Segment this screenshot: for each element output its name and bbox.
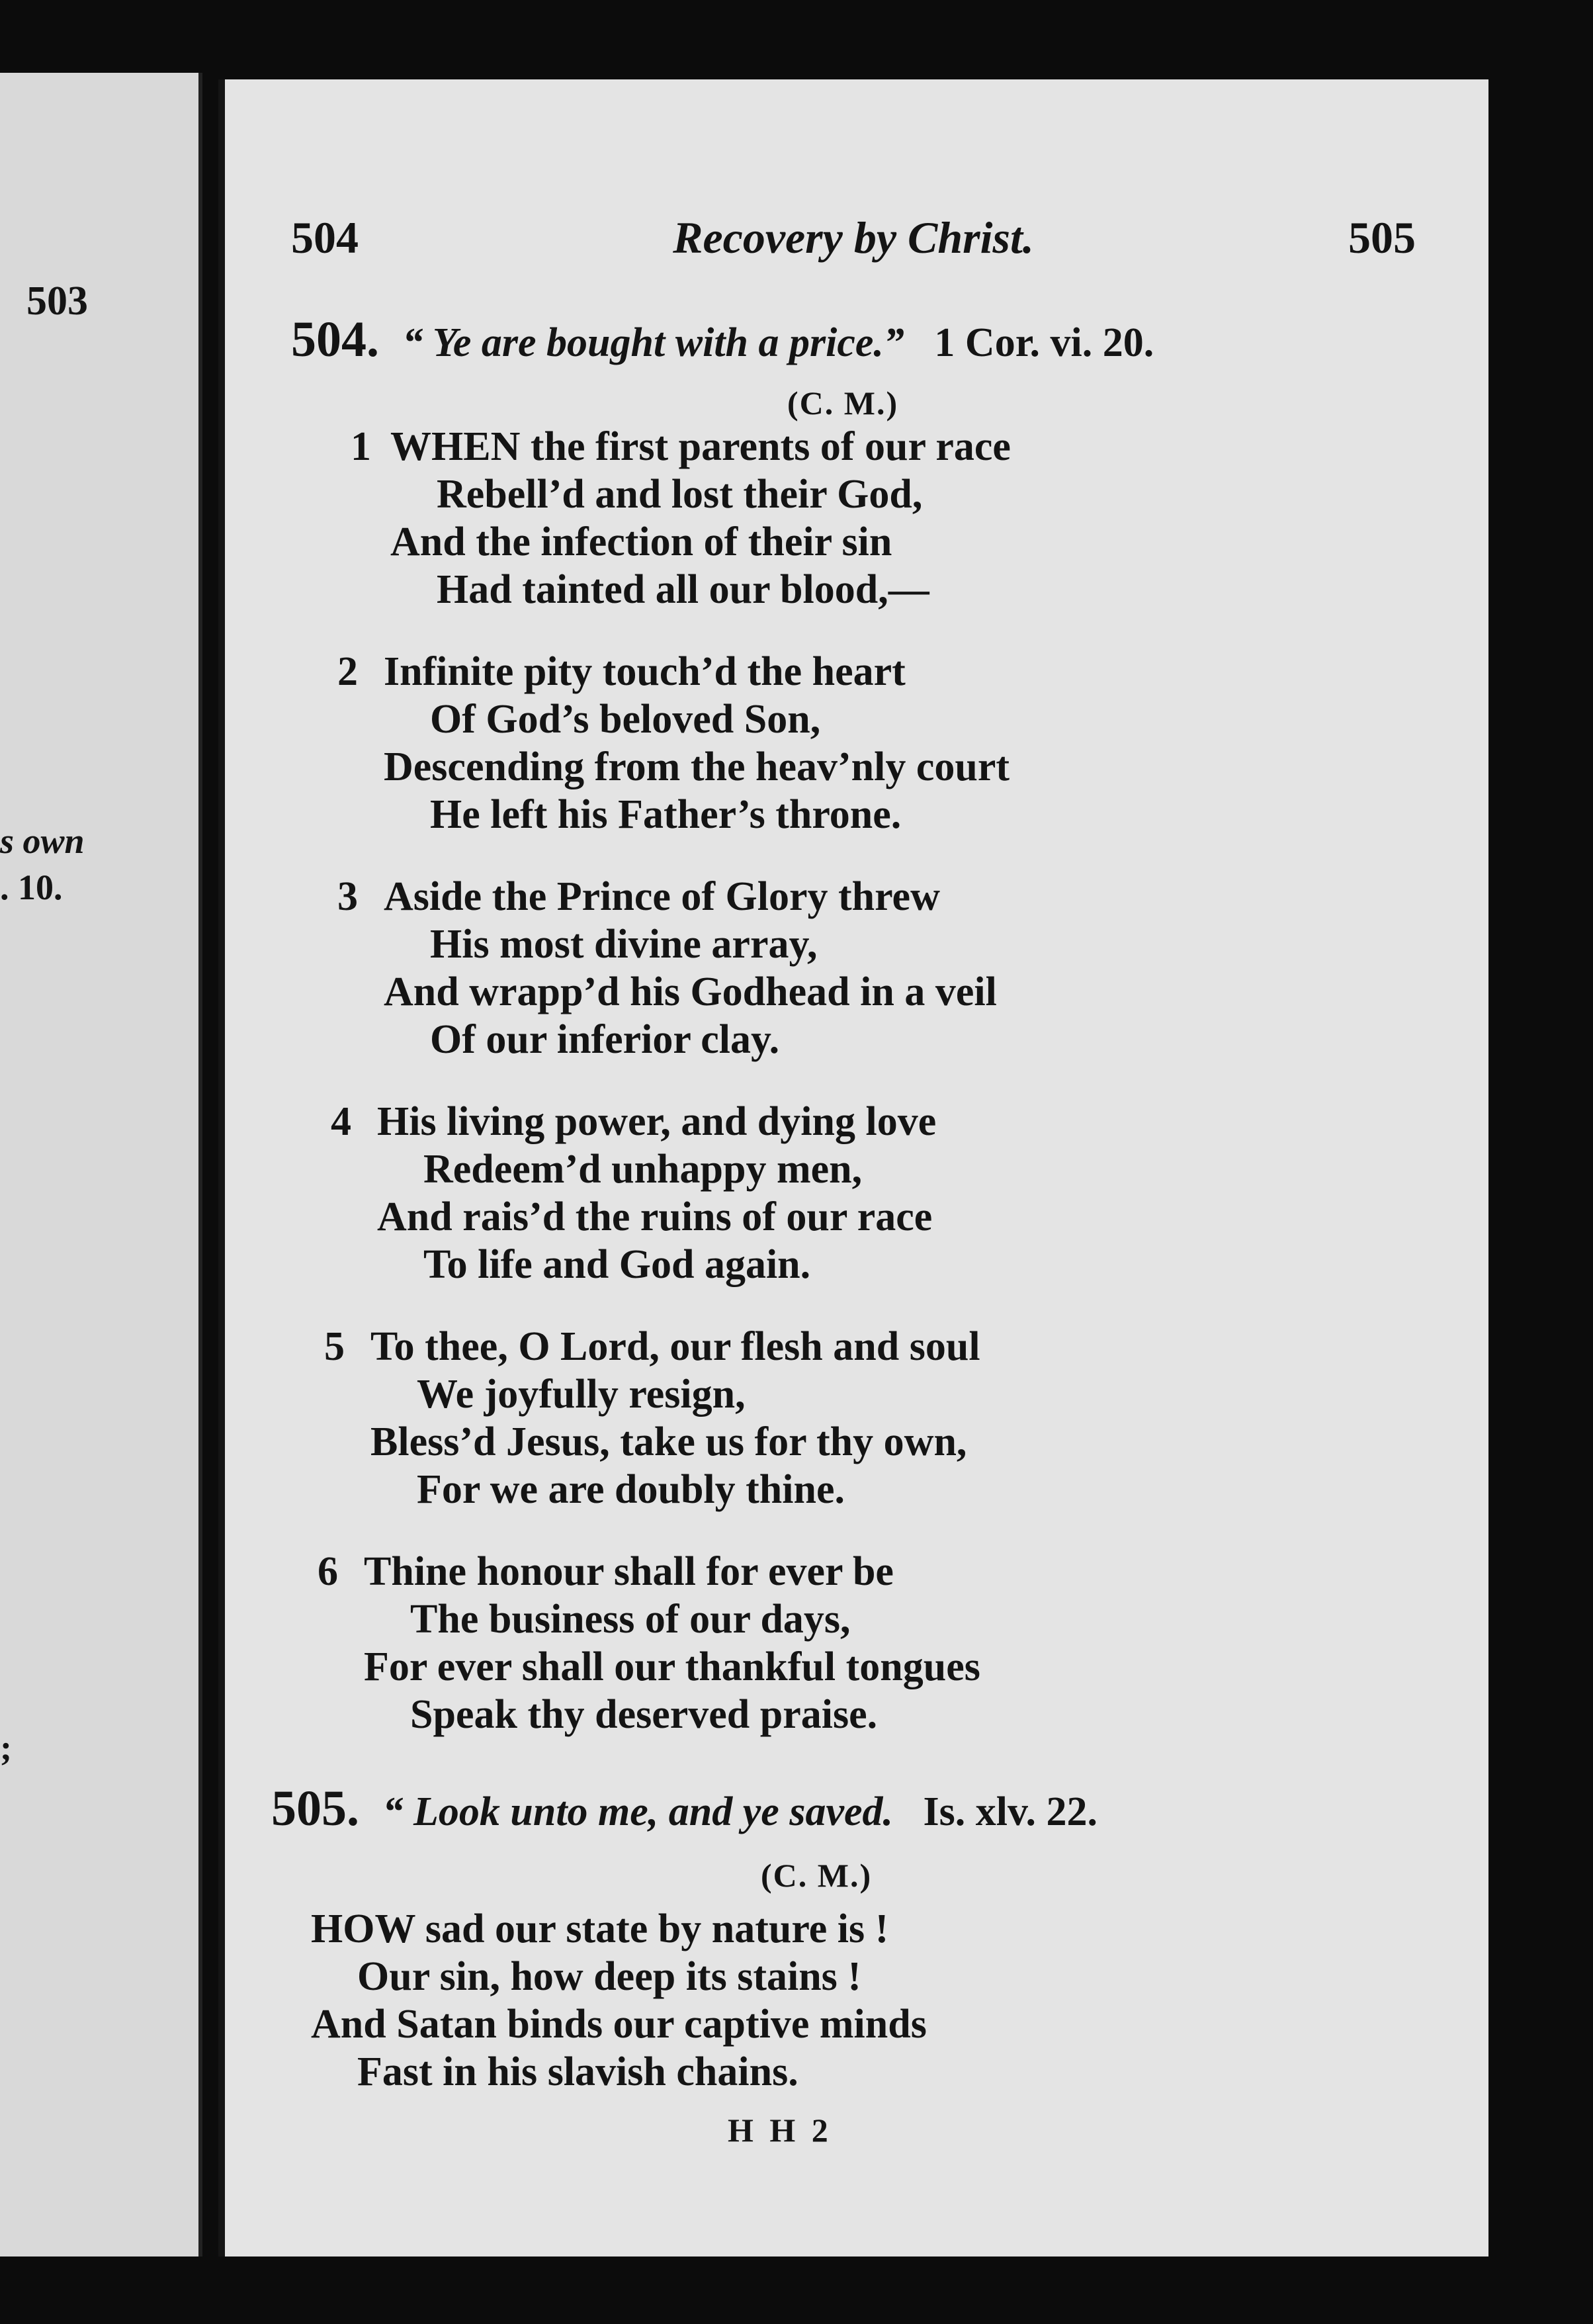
stanza-number: 6 (318, 1549, 338, 1594)
verse-line: And rais’d the ruins of our race (377, 1194, 933, 1239)
verse-line: Aside the Prince of Glory threw (384, 874, 940, 919)
verse-line: His most divine array, (430, 922, 818, 967)
verse-line: Had tainted all our blood,— (437, 567, 929, 612)
prev-fragment: . 10. (0, 868, 63, 907)
verse-line: To thee, O Lord, our flesh and soul (370, 1324, 980, 1369)
verse-line: HOW sad our state by nature is ! (311, 1906, 889, 1951)
previous-page (0, 73, 202, 2257)
hymn-epigraph: “ Look unto me, and ye saved. (382, 1789, 893, 1834)
stanza-number: 5 (324, 1324, 345, 1369)
header-page-number-right: 505 (1348, 212, 1416, 263)
verse-line: Infinite pity touch’d the heart (384, 649, 906, 694)
signature-mark: H H 2 (728, 2112, 832, 2149)
stanza-number: 2 (337, 649, 358, 694)
verse-line: Our sin, how deep its stains ! (357, 1954, 861, 1999)
hymn-meter: (C. M.) (761, 1857, 873, 1894)
verse-line: Thine honour shall for ever be (364, 1549, 894, 1594)
verse-line: For we are doubly thine. (417, 1467, 845, 1512)
prev-page-number: 503 (26, 279, 88, 324)
stanza-number: 1 (351, 424, 371, 469)
verse-line: Of God’s beloved Son, (430, 697, 821, 742)
hymn-number: 505. (271, 1781, 359, 1836)
verse-line: Speak thy deserved praise. (410, 1692, 878, 1737)
verse-line: Bless’d Jesus, take us for thy own, (370, 1419, 967, 1464)
prev-fragment: ; (0, 1728, 12, 1767)
stanza-number: 4 (331, 1099, 351, 1144)
verse-line: The business of our days, (410, 1597, 851, 1642)
verse-line: Of our inferior clay. (430, 1017, 780, 1062)
page-header (291, 212, 1416, 271)
hymn-505-heading (271, 1780, 1098, 1838)
verse-line: Redeem’d unhappy men, (423, 1147, 863, 1192)
verse-line: And Satan binds our captive minds (311, 2002, 927, 2047)
verse-line: And the infection of their sin (390, 519, 892, 564)
hymn-504-heading (291, 311, 1154, 369)
hymn-epigraph: “ Ye are bought with a price.” (402, 320, 904, 365)
stanza-number: 3 (337, 874, 358, 919)
scripture-reference: 1 Cor. vi. 20. (934, 320, 1154, 365)
verse-line: To life and God again. (423, 1242, 811, 1287)
running-title: Recovery by Christ. (673, 212, 1034, 263)
verse-line: His living power, and dying love (377, 1099, 937, 1144)
verse-line: Rebell’d and lost their God, (437, 472, 923, 517)
header-page-number-left: 504 (291, 212, 359, 263)
verse-line: For ever shall our thankful tongues (364, 1644, 980, 1689)
verse-line: Descending from the heav’nly court (384, 744, 1010, 789)
scripture-reference: Is. xlv. 22. (923, 1789, 1098, 1834)
hymn-page (218, 79, 1488, 2257)
prev-fragment: s own (0, 821, 85, 861)
verse-line: Fast in his slavish chains. (357, 2049, 798, 2094)
hymn-meter: (C. M.) (787, 384, 899, 422)
verse-line: WHEN the first parents of our race (390, 424, 1011, 469)
hymn-number: 504. (291, 312, 379, 367)
verse-line: We joyfully resign, (417, 1372, 746, 1417)
verse-line: He left his Father’s throne. (430, 792, 902, 837)
verse-line: And wrapp’d his Godhead in a veil (384, 969, 997, 1014)
